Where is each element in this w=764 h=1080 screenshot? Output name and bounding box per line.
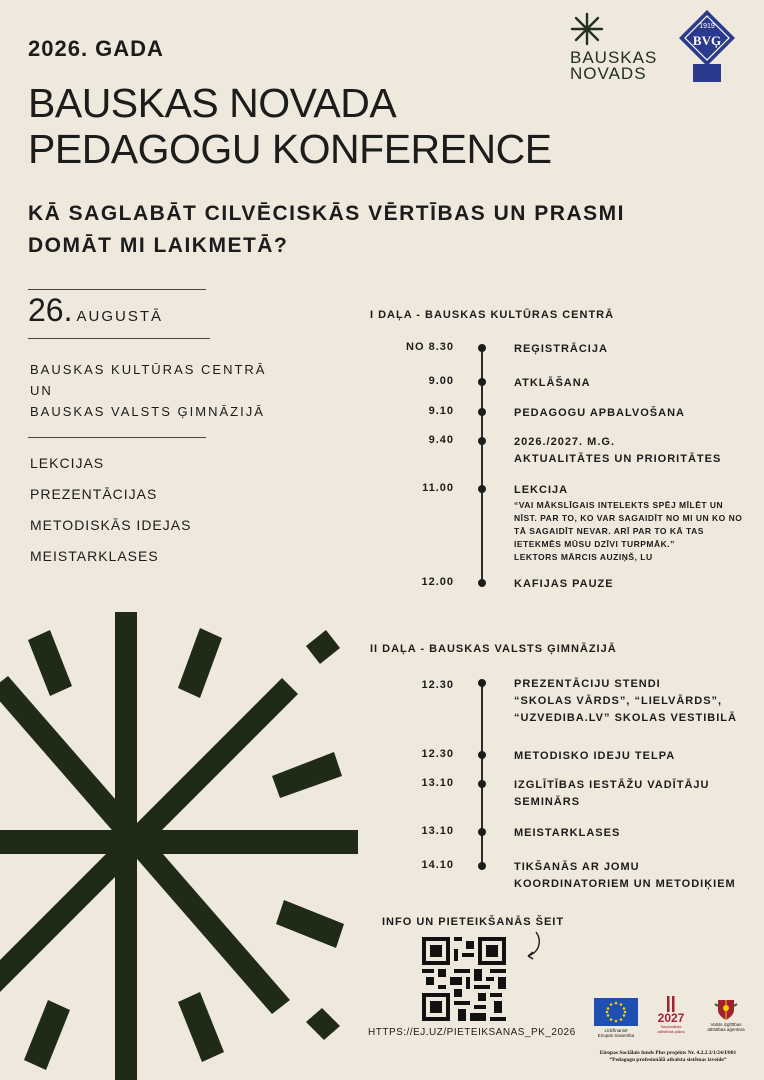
list-item: LEKCIJAS xyxy=(30,455,105,471)
registration-info-label: INFO UN PIETEIKŠANĀS ŠEIT xyxy=(382,916,565,928)
theme-line-2: DOMĀT MI LAIKMETĀ? xyxy=(28,234,289,257)
list-item: PREZENTĀCIJAS xyxy=(30,486,158,502)
bauskas-novads-logo-text: BAUSKAS NOVADS xyxy=(570,48,658,83)
curved-arrow-icon xyxy=(522,930,544,962)
date-month: AUGUSTĀ xyxy=(76,308,163,325)
nap-2027-logo: 2027 Nacionālais attīstības plāns xyxy=(654,996,688,1034)
conference-theme xyxy=(28,198,625,262)
divider xyxy=(28,338,210,339)
timeline-dot xyxy=(478,344,486,352)
event-date xyxy=(28,292,163,329)
timeline-line xyxy=(481,681,483,867)
project-footer: Eiropas Sociālais fonds Plus projekts Nr. 4.2.2.3/1/24/I/001 “Pedagogu profesionālā atbalsta sistēmas izveide” xyxy=(599,1050,737,1063)
title-line-2: PEDAGOGU KONFERENCE xyxy=(28,126,552,172)
eu-logo: Līdzfinansē Eiropas Savienība xyxy=(594,998,638,1038)
venue: BAUSKAS KULTŪRAS CENTRĀ UN BAUSKAS VALSTS ĢIMNĀZIJĀ xyxy=(30,362,267,419)
timeline-dot xyxy=(478,862,486,870)
timeline-dot xyxy=(478,679,486,687)
nap-mark-icon xyxy=(665,996,677,1012)
list-item: METODISKĀS IDEJAS xyxy=(30,517,192,533)
part2-heading: II DAĻA - BAUSKAS VALSTS ĢIMNĀZIJĀ xyxy=(370,643,617,655)
divider xyxy=(28,289,206,290)
timeline-dot xyxy=(478,408,486,416)
qr-code-icon[interactable] xyxy=(422,937,506,1021)
theme-line-1: KĀ SAGLABĀT CILVĒCISKĀS VĒRTĪBAS UN PRASMI xyxy=(28,202,625,225)
timeline-dot xyxy=(478,751,486,759)
timeline-dot xyxy=(478,579,486,587)
crest-letters: BVĢ xyxy=(692,33,722,48)
year-label: 2026. GADA xyxy=(28,36,164,61)
agency-logo: Valsts izglītības attīstības aģentūra xyxy=(704,996,748,1032)
lecturer-name: LEKTORS MĀRCIS AUZIŅŠ, LU xyxy=(514,552,653,562)
bauskas-novads-logo-icon xyxy=(570,12,604,46)
registration-link[interactable]: HTTPS://EJ.UZ/PIETEIKSANAS_PK_2026 xyxy=(368,1027,576,1038)
date-day: 26. xyxy=(28,292,73,328)
title-line-1: BAUSKAS NOVADA xyxy=(28,80,397,126)
crest-year: 1919 xyxy=(699,23,715,30)
sunburst-decoration xyxy=(0,600,370,1080)
timeline-dot xyxy=(478,378,486,386)
list-item: MEISTARKLASES xyxy=(30,548,159,564)
page-title xyxy=(28,80,552,172)
timeline-dot xyxy=(478,828,486,836)
lecture-description: “VAI MĀKSLĪGAIS INTELEKTS SPĒJ MĪLĒT UN NĪST. PAR TO, KO VAR SAGAIDĪT NO MI UN KO NO TĀ SAGAIDĪT NEVAR. ARĪ PAR TO KĀ TAS IETEKMĒS MŪSU DZĪVI TURPMĀK.” xyxy=(514,500,743,549)
timeline-dot xyxy=(478,437,486,445)
gymnasium-crest-icon xyxy=(677,8,737,86)
eu-flag-icon xyxy=(594,998,638,1026)
timeline-dot xyxy=(478,485,486,493)
part1-heading: I DAĻA - BAUSKAS KULTŪRAS CENTRĀ xyxy=(370,309,615,321)
timeline-dot xyxy=(478,780,486,788)
coat-of-arms-icon xyxy=(713,996,739,1022)
feature-list xyxy=(30,455,191,579)
divider xyxy=(28,437,206,438)
